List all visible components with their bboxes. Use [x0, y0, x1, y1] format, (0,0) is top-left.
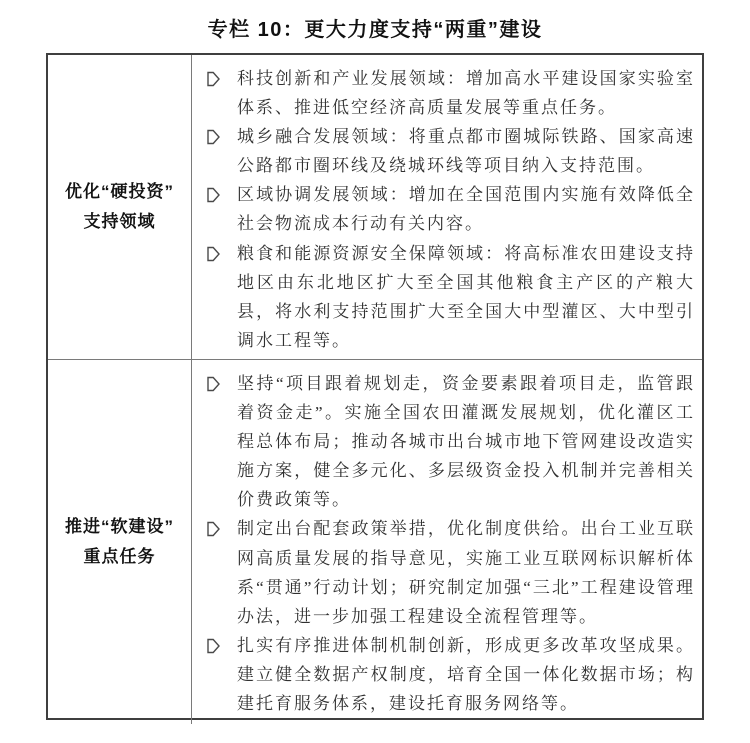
row-label-line: 重点任务 [83, 547, 156, 567]
row-label-line: 推进“软建设” [65, 517, 174, 537]
row-label-soft-construction [48, 360, 192, 724]
page-title: 专栏 10：更大力度支持“两重”建设 [207, 19, 543, 41]
list-item [207, 180, 695, 238]
feature-box-table [46, 53, 704, 720]
row-content-hard-investment [192, 55, 702, 359]
arrow-right-bullet-icon [207, 638, 220, 659]
row-label-line: 支持领域 [83, 212, 156, 231]
arrow-right-bullet-icon [207, 129, 220, 150]
list-item [207, 631, 695, 718]
list-item [207, 239, 695, 355]
row-content-soft-construction [192, 360, 702, 724]
arrow-right-bullet-icon [207, 71, 220, 92]
row-label-line: 优化“硬投资” [65, 182, 174, 201]
arrow-right-bullet-icon [207, 187, 220, 208]
bullet-text: 区域协调发展领域：增加在全国范围内实施有效降低全社会物流成本行动有关内容。 [237, 185, 695, 234]
list-item [207, 122, 695, 180]
bullet-text: 科技创新和产业发展领域：增加高水平建设国家实验室体系、推进低空经济高质量发展等重点任务。 [237, 69, 695, 118]
bullet-text: 制定出台配套政策举措，优化制度供给。出台工业互联网高质量发展的指导意见，实施工业互联网标识解析体系“贯通”行动计划；研究制定加强“三北”工程建设管理办法，进一步加强工程建设全流程管理等。 [237, 519, 695, 626]
bullet-text: 坚持“项目跟着规划走，资金要素跟着项目走，监管跟着资金走”。实施全国农田灌溉发展规划，优化灌区工程总体布局；推动各城市出台城市地下管网建设改造实施方案，健全多元化、多层级资金投入机制并完善相关价费政策等。 [237, 374, 695, 510]
list-item [207, 64, 695, 122]
bullet-list [207, 64, 695, 355]
arrow-right-bullet-icon [207, 521, 220, 542]
bullet-text: 城乡融合发展领域：将重点都市圈城际铁路、国家高速公路都市圈环线及绕城环线等项目纳入支持范围。 [237, 127, 695, 176]
bullet-text: 粮食和能源资源安全保障领域：将高标准农田建设支持地区由东北地区扩大至全国其他粮食主产区的产粮大县，将水利支持范围扩大至全国大中型灌区、大中型引调水工程等。 [237, 243, 695, 350]
row-label-hard-investment [48, 55, 192, 359]
bullet-list [207, 369, 695, 718]
arrow-right-bullet-icon [207, 376, 220, 397]
list-item [207, 369, 695, 514]
arrow-right-bullet-icon [207, 246, 220, 267]
list-item [207, 514, 695, 630]
table-row [48, 55, 702, 359]
bullet-text: 扎实有序推进体制机制创新，形成更多改革攻坚成果。建立健全数据产权制度，培育全国一体化数据市场；构建托育服务体系，建设托育服务网络等。 [237, 635, 695, 714]
table-row [48, 359, 702, 724]
